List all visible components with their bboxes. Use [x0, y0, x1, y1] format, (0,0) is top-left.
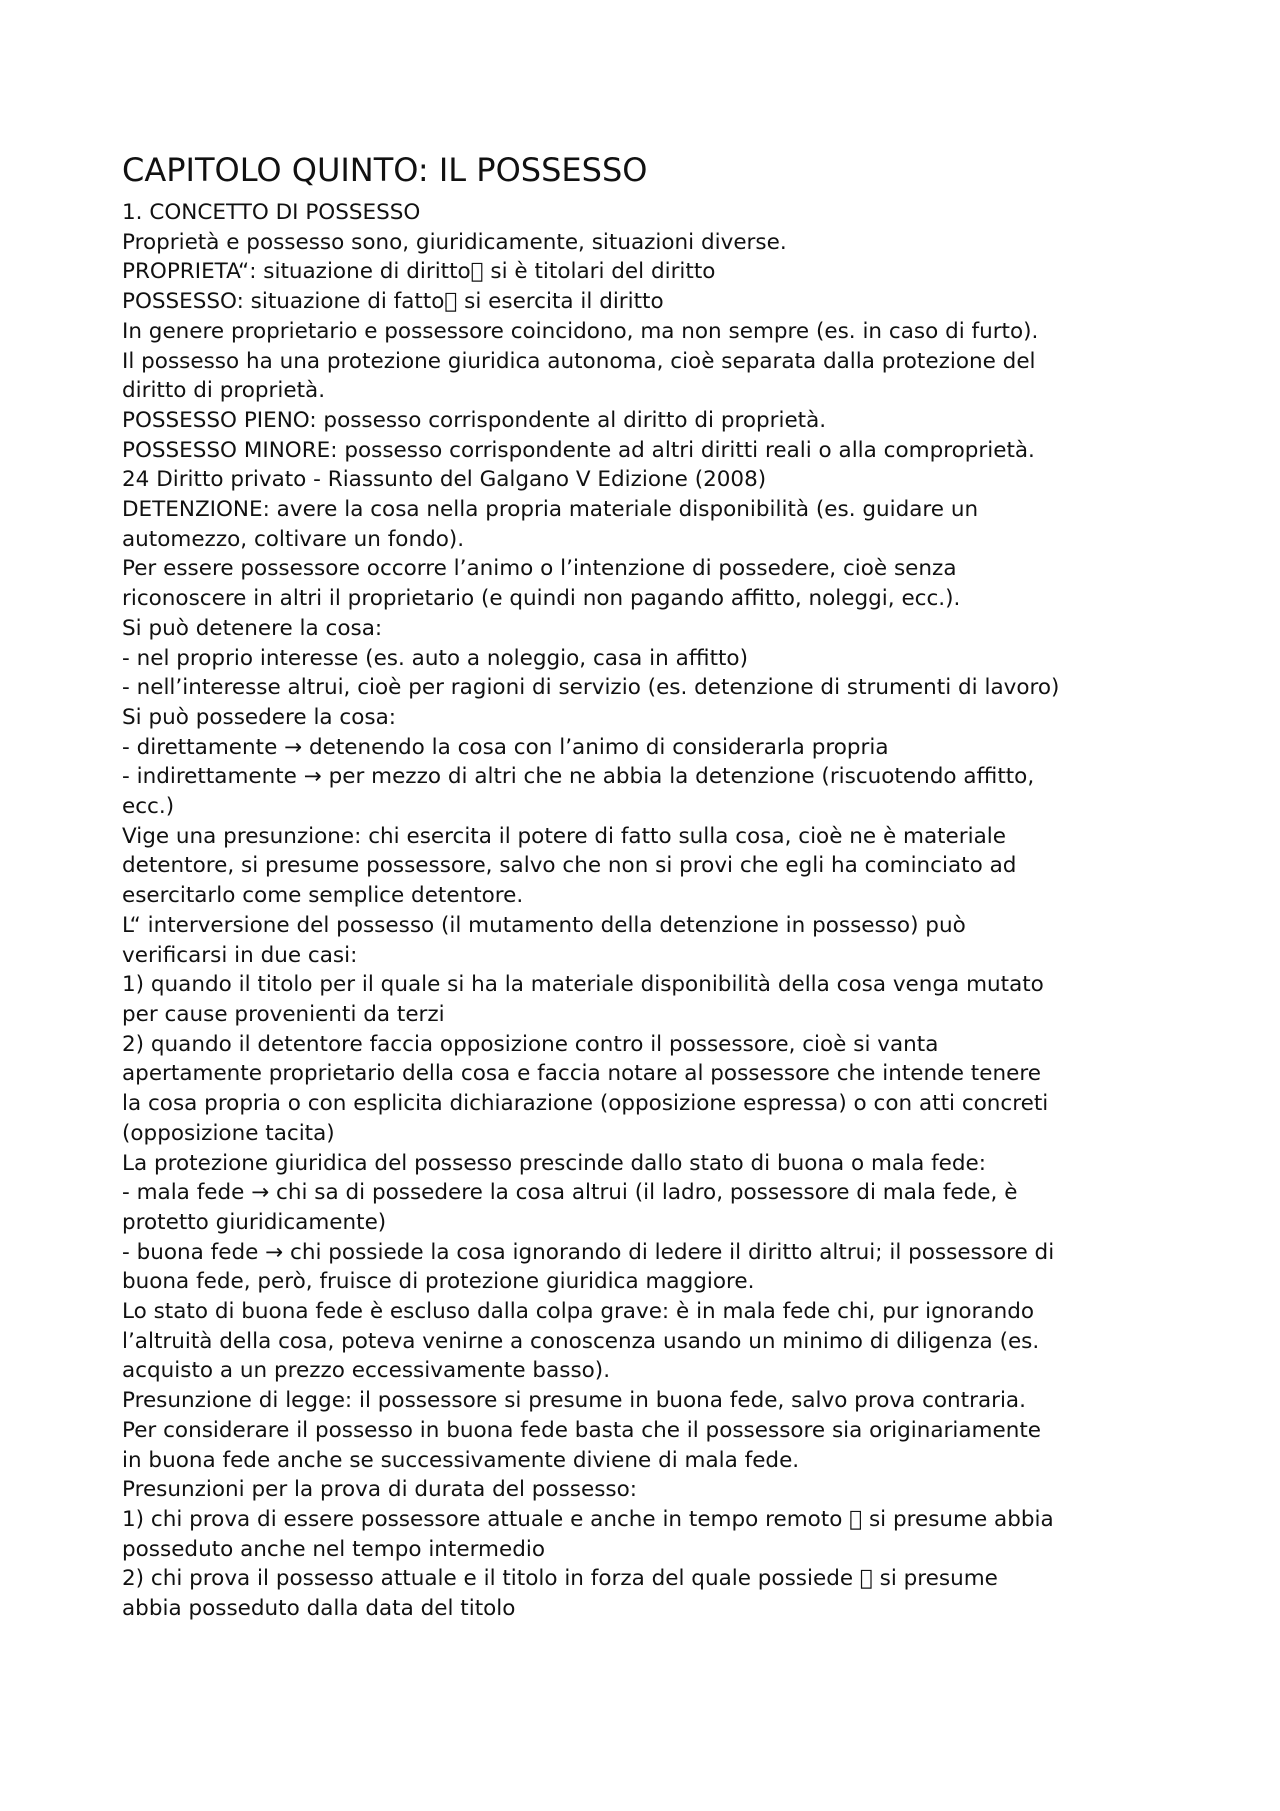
text-line: per cause provenienti da terzi [122, 1001, 445, 1027]
text-line: Vige una presunzione: chi esercita il potere di fatto sulla cosa, cioè ne è materiale [122, 823, 1006, 849]
text-line: La protezione giuridica del possesso prescinde dallo stato di buona o mala fede: [122, 1150, 987, 1176]
text-line: In genere proprietario e possessore coincidono, ma non sempre (es. in caso di furto). [122, 318, 1039, 344]
text-line: automezzo, coltivare un fondo). [122, 526, 465, 552]
text-line: protetto giuridicamente) [122, 1209, 387, 1235]
text-lines [122, 198, 1182, 1624]
text-line: riconoscere in altri il proprietario (e quindi non pagando affitto, noleggi, ecc.). [122, 586, 961, 612]
text-line: buona fede, però, fruisce di protezione giuridica maggiore. [122, 1269, 755, 1295]
text-line: Lo stato di buona fede è escluso dalla colpa grave: è in mala fede chi, pur ignorando [122, 1299, 1034, 1325]
text-line: POSSESSO PIENO: possesso corrispondente al diritto di proprietà. [122, 407, 827, 433]
text-line: POSSESSO: situazione di fatto si esercita il diritto [122, 289, 651, 315]
text-line: Il possesso ha una protezione giuridica autonoma, cioè separata dalla protezione del [122, 348, 1036, 374]
text-line: Per essere possessore occorre l’animo o l’intenzione di possedere, cioè senza [122, 556, 957, 582]
text-line: abbia posseduto dalla data del titolo [122, 1596, 516, 1622]
text-line: 24 Diritto privato - Riassunto del Galgano V Edizione (2008) [122, 467, 767, 493]
text-line: detentore, si presume possessore, salvo che non si provi che egli ha cominciato ad [122, 853, 1017, 879]
text-line: Presunzione di legge: il possessore si presume in buona fede, salvo prova contraria. [122, 1388, 1026, 1414]
text-line: l’altruità della cosa, poteva venirne a conoscenza usando un minimo di diligenza (es. [122, 1328, 1040, 1354]
text-line: apertamente proprietario della cosa e faccia notare al possessore che intende tenere [122, 1061, 1041, 1087]
text-line: diritto di proprietà. [122, 378, 326, 404]
text-line: Per considerare il possesso in buona fede basta che il possessore sia originariamente [122, 1417, 1041, 1443]
text-line: verificarsi in due casi: [122, 942, 358, 968]
text-line: posseduto anche nel tempo intermedio [122, 1536, 545, 1562]
text-line: 1) quando il titolo per il quale si ha la materiale disponibilità della cosa venga mutato [122, 972, 1044, 998]
text-line: - indirettamente → per mezzo di altri che ne abbia la detenzione (riscuotendo affitto, [122, 764, 1035, 790]
text-line: (opposizione tacita) [122, 1120, 335, 1146]
section-heading: 1. CONCETTO DI POSSESSO [122, 200, 421, 225]
text-line: Proprietà e possesso sono, giuridicamente, situazioni diverse. [122, 229, 787, 255]
text-line: - direttamente → detenendo la cosa con l’animo di considerarla propria [122, 734, 889, 760]
text-line: POSSESSO MINORE: possesso corrispondente ad altri diritti reali o alla comproprietà. [122, 437, 1035, 463]
text-line: in buona fede anche se successivamente diviene di mala fede. [122, 1447, 800, 1473]
text-line: DETENZIONE: avere la cosa nella propria materiale disponibilità (es. guidare un [122, 497, 979, 523]
text-line: PROPRIETA“: situazione di diritto si è titolari del diritto [122, 259, 703, 285]
text-line: la cosa propria o con esplicita dichiarazione (opposizione espressa) o con atti concreti [122, 1091, 1049, 1117]
text-line: Presunzioni per la prova di durata del possesso: [122, 1477, 638, 1503]
text-line: acquisto a un prezzo eccessivamente basso). [122, 1358, 611, 1384]
text-line: - buona fede → chi possiede la cosa ignorando di ledere il diritto altrui; il possessore di [122, 1239, 1055, 1265]
text-line: - mala fede → chi sa di possedere la cosa altrui (il ladro, possessore di mala fede, è [122, 1180, 1018, 1206]
document-body [122, 150, 1182, 1624]
text-line: - nel proprio interesse (es. auto a noleggio, casa in affitto) [122, 645, 748, 671]
text-line: ecc.) [122, 794, 175, 820]
text-line: L“ interversione del possesso (il mutamento della detenzione in possesso) può [122, 912, 966, 938]
text-line: - nell’interesse altrui, cioè per ragioni di servizio (es. detenzione di strumenti di lavoro) [122, 675, 1060, 701]
text-line: Si può detenere la cosa: [122, 615, 383, 641]
text-line: esercitarlo come semplice detentore. [122, 883, 524, 909]
text-line: 1) chi prova di essere possessore attuale e anche in tempo remoto si presume abbia [122, 1506, 1034, 1532]
text-line: 2) chi prova il possesso attuale e il titolo in forza del quale possiede si presume [122, 1566, 979, 1592]
chapter-title: CAPITOLO QUINTO: IL POSSESSO [122, 151, 648, 189]
text-line: Si può possedere la cosa: [122, 704, 397, 730]
text-line: 2) quando il detentore faccia opposizione contro il possessore, cioè si vanta [122, 1031, 939, 1057]
